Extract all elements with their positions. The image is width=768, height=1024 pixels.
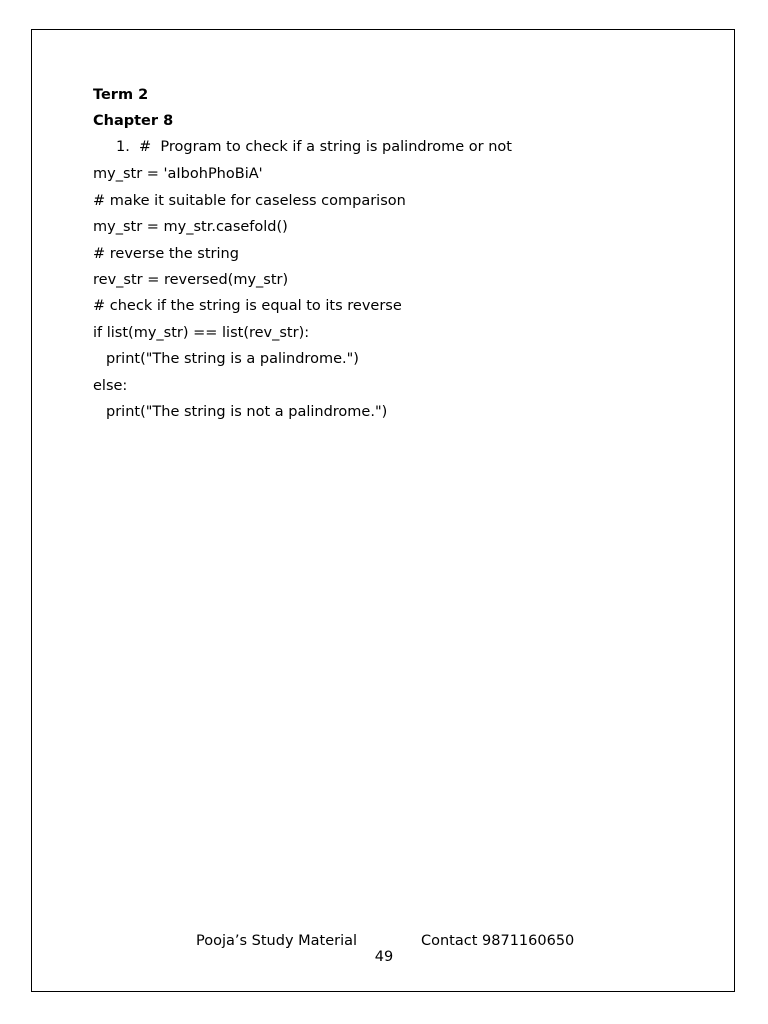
code-line: # reverse the string [93, 246, 239, 262]
code-line: my_str = 'aIbohPhoBiA' [93, 166, 263, 182]
footer-title: Pooja’s Study Material [196, 933, 358, 949]
list-item-number: 1. [116, 139, 130, 155]
list-item-text: # Program to check if a string is palindrome or not [139, 139, 512, 155]
code-line: print("The string is not a palindrome.") [106, 404, 388, 420]
code-line: # check if the string is equal to its reverse [93, 298, 402, 314]
term-heading: Term 2 [93, 87, 149, 103]
chapter-heading: Chapter 8 [93, 113, 174, 129]
code-line: if list(my_str) == list(rev_str): [93, 325, 310, 341]
code-line: rev_str = reversed(my_str) [93, 272, 289, 288]
page-number: 49 [374, 949, 394, 965]
footer-contact: Contact 9871160650 [421, 933, 575, 949]
code-line: my_str = my_str.casefold() [93, 219, 288, 235]
code-line: # make it suitable for caseless comparison [93, 193, 406, 209]
code-line: else: [93, 378, 128, 394]
code-line: print("The string is a palindrome.") [106, 351, 359, 367]
